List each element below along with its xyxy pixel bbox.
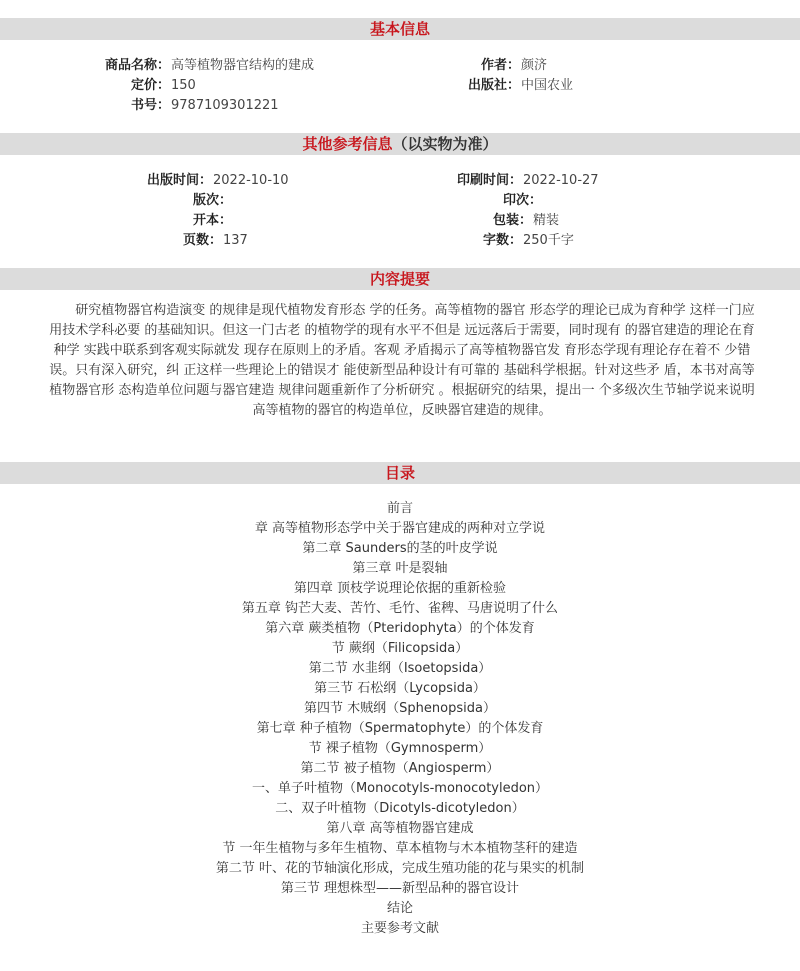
summary-line: 误。只有深入研究，纠 正这样一些理论上的错误才 能使新型品种设计有可靠的 基础科学根据。针对这些矛 盾，本书对高等 — [49, 363, 755, 378]
edition-label: 版次： — [192, 193, 232, 208]
toc-item: 第三节 理想株型——新型品种的器官设计 — [280, 881, 520, 896]
author-value: 颜济 — [521, 58, 548, 73]
isbn-value: 9787109301221 — [171, 98, 279, 113]
toc-item: 第五章 钩芒大麦、苦竹、毛竹、雀稗、马唐说明了什么 — [241, 601, 559, 616]
toc-item: 第八章 高等植物器官建成 — [326, 821, 474, 836]
words-label: 字数： — [482, 233, 522, 248]
toc-item: 节 蕨纲（Filicopsida） — [331, 641, 469, 656]
pub-date-value: 2022-10-10 — [213, 173, 289, 188]
binding-label: 包装： — [492, 213, 532, 228]
section-title: 基本信息 — [369, 20, 430, 38]
price-label: 定价： — [130, 78, 170, 93]
toc-item: 第二节 叶、花的节轴演化形成，完成生殖功能的花与果实的机制 — [215, 861, 585, 876]
product-name-label: 商品名称： — [104, 58, 170, 73]
toc-item: 第四节 木贼纲（Sphenopsida） — [304, 701, 496, 716]
summary-line: 用技术学科必要 的基础知识。但这一门古老 的植物学的现有水平不但是 远远落后于需要，同时现有 的器官建造的理论在育 — [49, 323, 755, 338]
binding-value: 精装 — [533, 213, 560, 228]
isbn-label: 书号： — [130, 98, 170, 113]
toc-header — [0, 462, 800, 484]
publisher-label: 出版社： — [467, 78, 520, 93]
toc-item: 前言 — [386, 501, 413, 516]
product-name-value: 高等植物器官结构的建成 — [171, 58, 315, 73]
summary-line: 植物器官形 态构造单位问题与器官建造 规律问题重新作了分析研究 。根据研究的结果，提出一 个多级次生节轴学说来说明 — [49, 383, 755, 398]
impression-label: 印次： — [502, 193, 542, 208]
toc-item: 第七章 种子植物（Spermatophyte）的个体发育 — [256, 721, 544, 736]
toc-item: 第二章 Saunders的茎的叶皮学说 — [302, 541, 498, 556]
price-value: 150 — [171, 78, 196, 93]
pages-value: 137 — [223, 233, 248, 248]
section-title: 目录 — [384, 464, 415, 482]
toc-item: 章 高等植物形态学中关于器官建成的两种对立学说 — [254, 521, 546, 536]
summary-line: 研究植物器官构造演变 的规律是现代植物发育形态 学的任务。高等植物的器官 形态学的理论已成为育种学 这样一门应 — [75, 303, 755, 318]
toc-item: 主要参考文献 — [360, 921, 439, 936]
toc-item: 二、双子叶植物（Dicotyls-dicotyledon） — [275, 801, 525, 816]
summary-text — [20, 301, 784, 421]
author-label: 作者： — [480, 58, 520, 73]
toc-item: 节 一年生植物与多年生植物、草本植物与木本植物茎秆的建造 — [222, 841, 578, 856]
toc-item: 第六章 蕨类植物（Pteridophyta）的个体发育 — [265, 621, 535, 636]
section-note: （以实物为准） — [392, 135, 498, 153]
publisher-value: 中国农业 — [521, 78, 574, 93]
toc-item: 第二节 水韭纲（Isoetopsida） — [308, 661, 492, 676]
summary-header — [0, 268, 800, 290]
other-info-header — [0, 133, 800, 155]
pub-date-label: 出版时间： — [146, 173, 212, 188]
toc-item: 第三章 叶是裂轴 — [352, 561, 448, 576]
toc-item: 结论 — [386, 901, 413, 916]
basic-info-header — [0, 18, 800, 40]
table-of-contents — [0, 499, 800, 939]
format-label: 开本： — [192, 213, 232, 228]
summary-line: 高等植物的器官的构造单位，反映器官建造的规律。 — [252, 403, 552, 418]
pages-label: 页数： — [182, 233, 222, 248]
summary-line: 种学 实践中联系到客观实际就发 现存在原则上的矛盾。客观 矛盾揭示了高等植物器官发 育形态学现有理论存在着不 少错 — [53, 343, 751, 358]
toc-item: 第三节 石松纲（Lycopsida） — [314, 681, 486, 696]
toc-item: 第四章 顶枝学说理论依据的重新检验 — [293, 581, 507, 596]
toc-item: 第二节 被子植物（Angiosperm） — [300, 761, 500, 776]
section-title: 其他参考信息 — [302, 135, 393, 153]
toc-item: 节 裸子植物（Gymnosperm） — [308, 741, 492, 756]
words-value: 250千字 — [523, 233, 574, 248]
print-date-label: 印刷时间： — [456, 173, 522, 188]
toc-item: 一、单子叶植物（Monocotyls-monocotyledon） — [251, 781, 549, 796]
print-date-value: 2022-10-27 — [523, 173, 599, 188]
section-title: 内容提要 — [369, 270, 430, 288]
